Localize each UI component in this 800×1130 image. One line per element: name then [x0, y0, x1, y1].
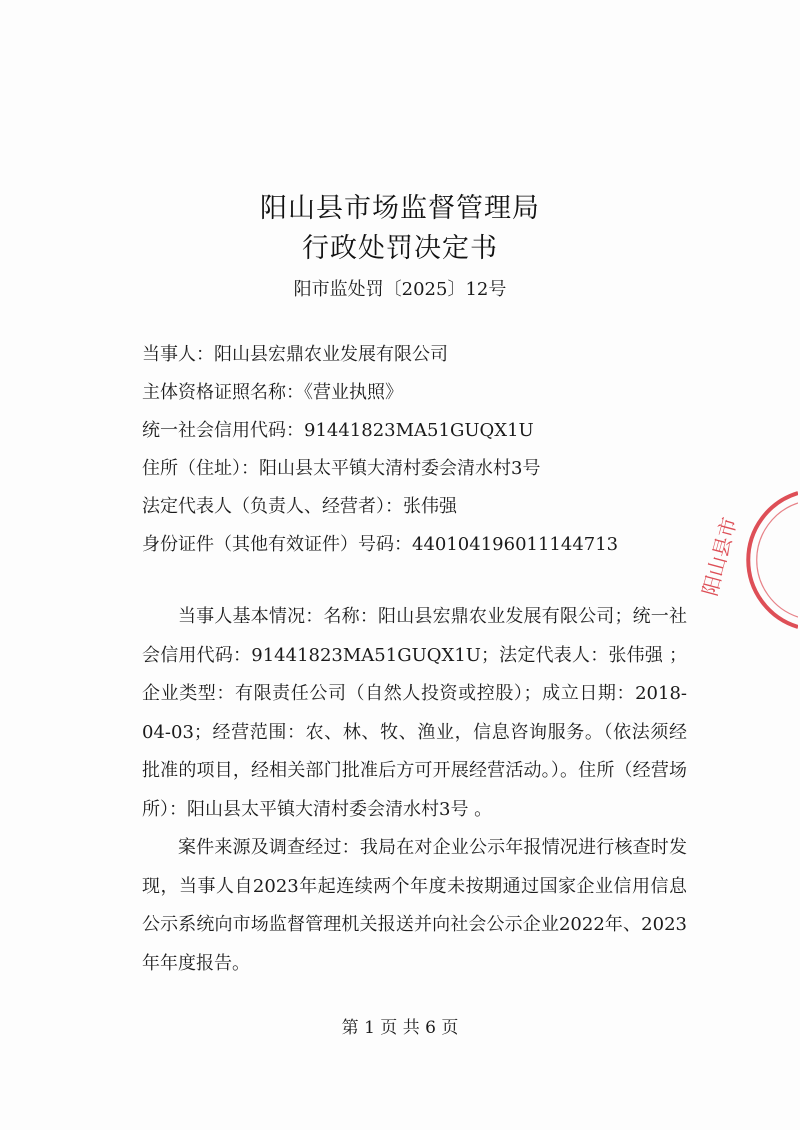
party-info — [142, 341, 702, 569]
field-label: 当事人： — [142, 344, 214, 365]
page-indicator: 第 1 页 共 6 页 — [341, 1018, 459, 1038]
document-type-title: 行政处罚决定书 — [302, 233, 498, 264]
field-label: 住所（住址）： — [142, 458, 259, 479]
field-value: 阳山县宏鼎农业发展有限公司 — [214, 344, 448, 365]
field-label: 统一社会信用代码： — [142, 420, 304, 441]
field-label: 身份证件（其他有效证件）号码： — [142, 534, 412, 555]
field-value: 阳山县太平镇大清村委会清水村3号 — [259, 458, 541, 479]
basic-info-paragraph: 当事人基本情况：名称：阳山县宏鼎农业发展有限公司；统一社会信用代码：91441823MA51GUQX1U；法定代表人：张伟强 ；企业类型：有限责任公司（自然人投资或控股）；成立日期：2018-04-03；经营范围：农、林、牧、渔业，信息咨询服务。（依法须经批准的项目，经相关部门批准后方可开展经营活动。）。住所（经营场所）：阳山县太平镇大清村委会清水村3号 。 — [142, 606, 687, 820]
document-number: 阳市监处罚〔2025〕12号 — [293, 279, 507, 300]
field-label: 主体资格证照名称： — [142, 382, 304, 403]
document-body — [142, 598, 687, 983]
legal-representative-row — [142, 493, 702, 531]
license-name-row — [142, 379, 702, 417]
authority-title: 阳山县市场监督管理局 — [260, 193, 540, 224]
seal-text: 阳山县市 — [697, 514, 742, 599]
field-value: 440104196011144713 — [412, 534, 619, 555]
id-number-row — [142, 531, 702, 569]
field-label: 法定代表人（负责人、经营者）： — [142, 496, 403, 517]
address-row — [142, 455, 702, 493]
field-value: 张伟强 — [403, 496, 457, 517]
official-seal-icon — [688, 485, 798, 635]
svg-text:·: · — [758, 595, 765, 603]
party-name-row — [142, 341, 702, 379]
field-value: 《营业执照》 — [304, 382, 403, 403]
case-source-paragraph: 案件来源及调查经过：我局在对企业公示年报情况进行核查时发现，当事人自2023年起连续两个年度未按期通过国家企业信用信息公示系统向市场监督管理机关报送并向社会公示企业2022年、2023年年度报告。 — [142, 837, 687, 974]
credit-code-row — [142, 417, 702, 455]
field-value: 91441823MA51GUQX1U — [304, 420, 534, 441]
